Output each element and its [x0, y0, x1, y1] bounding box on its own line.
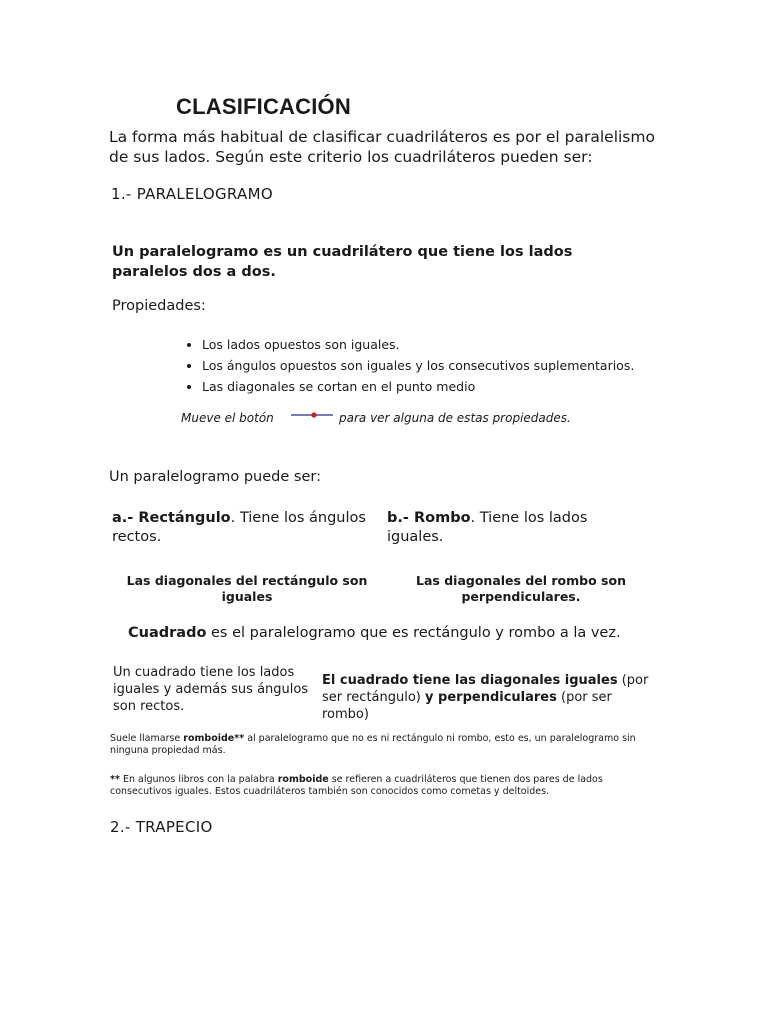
square-text: es el paralelogramo que es rectángulo y rombo a la vez. [206, 625, 621, 641]
footnote-marker: ** [110, 774, 120, 785]
square-diagonals-bold2: y perpendiculares [425, 690, 557, 705]
rectangle-description [112, 509, 384, 547]
applet-instruction-before: Mueve el botón [181, 411, 274, 425]
section-heading-paralelogramo: 1.- PARALELOGRAMO [111, 185, 273, 203]
romboide-prefix: Suele llamarse [110, 733, 184, 744]
properties-title: Propiedades: [112, 298, 206, 314]
intro-paragraph: La forma más habitual de clasificar cuadriláteros es por el paralelismo de sus lados. Según este criterio los cuadriláteros pueden ser: [109, 128, 655, 166]
slider-handle[interactable] [311, 412, 316, 417]
page-title: CLASIFICACIÓN [176, 94, 351, 119]
paralelogramo-types-intro: Un paralelogramo puede ser: [109, 469, 321, 485]
square-name: Cuadrado [128, 625, 207, 641]
applet-slider[interactable] [291, 409, 333, 421]
rhombus-diagonals-note: Las diagonales del rombo son perpendiculares. [416, 573, 626, 604]
footnote-term: romboide [277, 774, 329, 785]
paralelogramo-definition: Un paralelogramo es un cuadrilátero que tiene los lados paralelos dos a dos. [112, 244, 573, 280]
applet-instruction-after: para ver alguna de estas propiedades. [339, 411, 571, 425]
romboide-term: romboide** [183, 733, 245, 744]
rhombus-description [387, 509, 637, 547]
rhombus-name: b.- Rombo [387, 510, 471, 526]
rectangle-name: a.- Rectángulo [112, 510, 231, 526]
square-definition [128, 625, 621, 641]
properties-list [178, 334, 634, 397]
list-item: • Las diagonales se cortan en el punto medio [202, 376, 634, 397]
rectangle-text: . Tiene los ángulos rectos. [112, 510, 366, 545]
rectangle-diagonals-note: Las diagonales del rectángulo son iguales [126, 573, 368, 604]
square-sides-note: Un cuadrado tiene los lados iguales y además sus ángulos son rectos. [113, 665, 309, 714]
list-item: • Los ángulos opuestos son iguales y los consecutivos suplementarios. [202, 355, 634, 376]
romboide-suffix: al paralelogramo que no es ni rectángulo ni rombo, esto es, un paralelogramo sin ninguna propiedad más. [110, 733, 636, 756]
square-diagonals-plain1: (por ser rectángulo) [322, 673, 649, 705]
section-heading-trapecio: 2.- TRAPECIO [110, 818, 213, 836]
footnote-prefix: En algunos libros con la palabra [119, 774, 278, 785]
square-diagonals-note [322, 672, 662, 723]
list-item: • Los lados opuestos son iguales. [202, 334, 634, 355]
square-diagonals-plain2: (por ser rombo) [322, 690, 612, 722]
romboide-footnote [110, 774, 610, 798]
footnote-suffix: se refieren a cuadriláteros que tienen dos pares de lados consecutivos iguales. Estos cuadriláteros también son conocidos como cometas y deltoides. [110, 774, 603, 797]
rhombus-text: . Tiene los lados iguales. [387, 510, 588, 545]
romboide-note [110, 733, 650, 757]
square-diagonals-bold1: El cuadrado tiene las diagonales iguales [322, 673, 618, 688]
